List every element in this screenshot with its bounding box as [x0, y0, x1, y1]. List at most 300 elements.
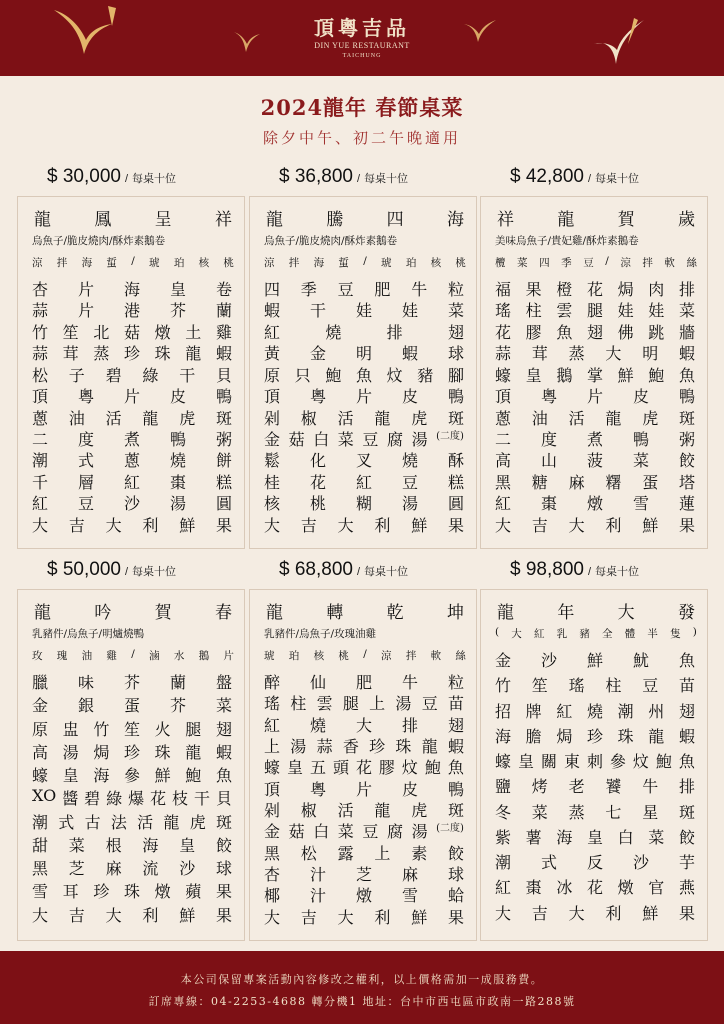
dish-char: 紅	[123, 472, 140, 492]
dish-char: 芝	[68, 859, 85, 879]
dish-char: 粥	[215, 429, 232, 449]
dish-char: 麻	[105, 859, 122, 879]
menu-name-char: 四	[386, 210, 404, 230]
dish-char: 鴨	[447, 779, 464, 799]
dish-char: 虎	[642, 408, 659, 428]
menu-name-char: 騰	[326, 210, 344, 230]
menu-name	[497, 205, 695, 230]
dish-char: 燉	[355, 886, 372, 906]
dish-char: 粥	[678, 429, 695, 449]
menu-name-char: 春	[214, 603, 232, 623]
dish-char: 大	[605, 344, 622, 364]
dish-char: 龍	[648, 726, 665, 746]
dish-char: 季	[300, 280, 317, 299]
dish-char: 雪	[401, 886, 418, 906]
menu-price	[492, 166, 718, 188]
dish-item	[495, 341, 695, 364]
appetizer-text: 軟	[430, 650, 442, 662]
dish-char: 碧	[105, 365, 122, 385]
dish-char: 魚	[556, 322, 573, 342]
dish-char: 肥	[355, 673, 372, 692]
menu-name-char: 海	[446, 210, 464, 230]
dish-char: 蝦	[678, 344, 695, 364]
dish-item	[264, 841, 464, 864]
dish-char: 椰	[264, 886, 281, 906]
dish-item	[264, 363, 464, 386]
menu-name-char: 發	[677, 603, 695, 623]
dish-char: 娃	[355, 301, 372, 321]
appetizer-text: 烏魚子/脆皮燒肉/酥炸素鵝卷	[32, 235, 166, 247]
dish-char: 糕	[447, 472, 464, 492]
menu-name-char: 大	[617, 603, 635, 623]
dish-item	[32, 427, 232, 450]
appetizer-text: 珀	[173, 257, 185, 269]
appetizer-text: 海	[81, 257, 93, 269]
appetizer-text: 體	[624, 628, 636, 640]
dish-char: 式	[540, 853, 557, 873]
dish-char: 冬	[495, 802, 512, 822]
dish-char: 蘭	[215, 301, 232, 321]
dish-char: 鮮	[411, 907, 428, 927]
dish-char: 皮	[401, 779, 418, 799]
dish-char: 海	[123, 280, 140, 299]
appetizer-text: 玫	[32, 650, 43, 662]
dish-char: 斑	[447, 801, 464, 820]
dish-char: 柱	[525, 301, 542, 321]
appetizer-line	[32, 626, 234, 641]
appetizer-text: 美味烏魚子/貴妃雞/酥炸素鵝卷	[495, 235, 639, 247]
dish-char: XO	[32, 786, 57, 806]
menu-name	[266, 205, 464, 230]
appetizer-text: 核	[198, 257, 210, 269]
dish-char: 素	[411, 843, 428, 863]
dish-char: 斑	[678, 802, 695, 822]
dish-char: 肥	[374, 280, 391, 299]
dish-item	[264, 862, 464, 885]
dish-char: 龍	[605, 408, 622, 428]
price-separator: /	[587, 173, 592, 185]
dish-item	[32, 670, 232, 693]
dish-char: 蘋	[185, 882, 202, 902]
appetizer-text: 拌	[288, 257, 300, 269]
appetizer-text: 乳豬件/烏魚子/玫瑰油雞	[264, 628, 377, 640]
dish-char: (二度)	[436, 823, 464, 835]
dish-char: 蒜	[32, 344, 49, 364]
dish-char: 瑤	[568, 676, 585, 696]
dish-char: 鮑	[648, 365, 665, 385]
dish-char: 豆	[362, 822, 379, 842]
menu-card	[17, 196, 245, 549]
dish-char: 翅	[215, 719, 232, 739]
dish-char: 蔥	[495, 408, 512, 428]
dish-char: 上	[264, 737, 281, 756]
dish-char: 果	[678, 515, 695, 535]
appetizer-text: 油	[81, 650, 93, 662]
dish-item	[32, 903, 232, 926]
dish-char: 燉	[586, 494, 603, 514]
appetizer-line	[495, 626, 697, 641]
dish-char: 松	[32, 365, 49, 385]
appetizer-line	[264, 626, 466, 641]
appetizer-text: 絲	[686, 257, 697, 269]
dish-char: 蔥	[123, 451, 140, 471]
dish-char: 反	[586, 853, 603, 873]
dish-char: 椒	[300, 801, 317, 820]
dish-char: 花	[495, 322, 512, 342]
dish-char: 仙	[309, 673, 326, 692]
price-amount: $ 36,800	[279, 166, 353, 187]
menu-name	[34, 205, 232, 230]
dish-char: 干	[194, 789, 211, 809]
dish-char: 皮	[169, 387, 186, 407]
dish-char: 利	[142, 905, 159, 925]
dish-char: 鮑	[325, 365, 342, 385]
price-per-table: 每桌十位	[595, 566, 640, 578]
dish-char: 州	[648, 701, 665, 721]
dish-char: 片	[355, 779, 372, 799]
appetizer-text: 大	[511, 628, 522, 640]
dish-char: 招	[495, 701, 512, 721]
dish-char: 花	[150, 789, 167, 809]
menu-name-char: 鳳	[94, 210, 112, 230]
dish-char: 貝	[215, 365, 232, 385]
dish-char: 蒸	[568, 344, 585, 364]
dish-item	[264, 513, 464, 536]
dish-char: 海	[556, 827, 573, 847]
menu-name-char: 轉	[326, 603, 344, 623]
dish-char: 粵	[77, 387, 94, 407]
dish-char: 金	[264, 429, 281, 449]
dish-char: 盅	[62, 719, 79, 739]
dish-char: 沙	[632, 853, 649, 873]
dish-char: 腳	[447, 365, 464, 385]
dish-char: 豆	[642, 676, 659, 696]
dish-char: 東	[563, 752, 580, 772]
dish-char: 土	[185, 322, 202, 342]
dish-char: 大	[264, 907, 281, 927]
dish-char: 火	[154, 719, 171, 739]
dish-char: 子	[68, 365, 85, 385]
dish-item	[32, 717, 232, 740]
menu-name-char: 龍	[34, 210, 51, 230]
dish-item	[264, 798, 464, 821]
menu-name-char: 年	[557, 603, 575, 623]
menu-name-char: 歲	[677, 210, 695, 230]
dish-char: 汁	[309, 886, 326, 906]
appetizer-text: 涼	[264, 257, 275, 269]
dish-char: 翅	[447, 715, 464, 735]
appetizer-text: 水	[173, 650, 185, 662]
dish-char: 蒸	[568, 802, 585, 822]
menu-name-char: 龍	[497, 603, 514, 623]
dish-char: 花	[586, 280, 603, 299]
dish-char: 福	[495, 280, 512, 299]
dish-char: 頂	[32, 387, 49, 407]
dish-char: 湯	[411, 822, 428, 842]
dish-char: 根	[105, 835, 122, 855]
menu-name-char: 賀	[617, 210, 635, 230]
appetizer-text: 乳豬件/烏魚子/明爐燒鴨	[32, 628, 145, 640]
appetizer-text: 軟	[664, 257, 675, 269]
dish-char: 雲	[316, 694, 333, 714]
menu-name	[34, 598, 232, 623]
dish-item	[495, 491, 695, 514]
dish-char: 片	[355, 387, 372, 407]
appetizer-text: 片	[223, 650, 234, 662]
dish-char: 大	[568, 515, 585, 535]
dish-char: 粵	[309, 387, 326, 407]
dish-char: 耳	[62, 882, 79, 902]
dish-char: 上	[374, 843, 391, 863]
dish-char: 白	[313, 822, 330, 842]
dish-char: 笙	[531, 676, 548, 696]
dish-char: 頂	[495, 387, 512, 407]
dish-char: 頂	[264, 779, 281, 799]
dish-char: 炆	[386, 365, 403, 385]
dish-char: 菜	[337, 822, 354, 842]
dish-char: 瑤	[264, 694, 281, 714]
price-amount: $ 50,000	[47, 559, 121, 580]
dish-char: 魚	[447, 758, 464, 778]
dish-char: 老	[568, 777, 585, 797]
dish-char: 皇	[169, 280, 186, 299]
dish-char: 利	[605, 515, 622, 535]
appetizer-text: 琥	[264, 650, 275, 662]
price-separator: /	[587, 566, 592, 578]
dish-item	[495, 699, 695, 722]
dish-item	[264, 734, 464, 757]
dish-char: 油	[68, 408, 85, 428]
dish-char: 球	[447, 865, 464, 884]
dish-char: 金	[309, 344, 326, 364]
appetizer-line	[264, 233, 466, 248]
price-per-table: 每桌十位	[364, 566, 409, 578]
dish-char: 流	[142, 859, 159, 879]
dish-item	[495, 800, 695, 823]
dish-char: 豆	[77, 494, 94, 514]
dish-char: 翅	[447, 322, 464, 342]
dish-char: (二度)	[436, 430, 464, 442]
dish-char: 五	[309, 758, 326, 778]
dish-char: 鵝	[556, 365, 573, 385]
menu-card	[249, 589, 477, 941]
dish-char: 娃	[401, 301, 418, 321]
appetizer-text: 滷	[149, 650, 160, 662]
dish-char: 茸	[62, 344, 79, 364]
dish-char: 蝦	[678, 726, 695, 746]
appetizer-text: 豬	[579, 628, 590, 640]
dish-char: 大	[105, 905, 122, 925]
dish-item	[495, 298, 695, 321]
dish-char: 蒜	[316, 737, 333, 756]
menu-name	[266, 598, 464, 623]
dish-char: 麻	[401, 865, 418, 884]
price-per-table: 每桌十位	[364, 173, 409, 185]
dish-char: 菇	[123, 322, 140, 342]
dish-char: 烤	[531, 777, 548, 797]
dish-char: 珠	[123, 882, 140, 902]
appetizer-text: 珀	[288, 650, 300, 662]
dish-char: 活	[105, 408, 122, 428]
dish-char: 白	[617, 827, 634, 847]
dish-char: 菜	[678, 301, 695, 321]
dish-char: 二	[32, 429, 49, 449]
menu-name-char: 龍	[34, 603, 51, 623]
price-amount: $ 42,800	[510, 166, 584, 187]
dish-char: 茸	[531, 344, 548, 364]
page-subtitle: 除夕中午、初二午晚適用	[262, 129, 461, 147]
dish-char: 紫	[495, 827, 512, 847]
appetizer-text: 核	[313, 650, 325, 662]
dish-char: 潮	[32, 451, 49, 471]
dish-char: 牛	[642, 777, 659, 797]
dish-char: 糕	[215, 472, 232, 492]
dish-item	[264, 448, 464, 471]
dish-char: 竹	[495, 676, 512, 696]
dish-char: 鮮	[179, 515, 196, 535]
menu-name-char: 乾	[386, 603, 404, 623]
dish-char: 明	[355, 344, 372, 364]
dish-char: 花	[309, 472, 326, 492]
appetizer-text: 菜	[517, 257, 528, 269]
dish-char: 卷	[215, 280, 232, 299]
dish-char: 塔	[678, 472, 695, 492]
dish-char: 頭	[332, 758, 349, 778]
appetizer-text: 隻	[670, 628, 681, 640]
dish-char: 味	[77, 673, 94, 692]
dish-char: 蘭	[169, 673, 186, 692]
dish-char: 參	[609, 752, 626, 772]
dish-char: 花	[586, 878, 603, 898]
dish-char: 大	[355, 715, 372, 735]
menu-name-char: 坤	[446, 603, 464, 623]
menu-card	[480, 589, 708, 941]
dish-char: 鮮	[411, 515, 428, 535]
dish-char: 鮑	[185, 766, 202, 786]
dish-char: 炆	[632, 752, 649, 772]
dish-char: 腿	[342, 694, 359, 714]
appetizer-text: /	[131, 648, 135, 660]
dish-char: 菜	[531, 802, 548, 822]
dish-char: 娃	[648, 301, 665, 321]
dish-char: 珍	[93, 882, 110, 902]
price-per-table: 每桌十位	[595, 173, 640, 185]
dish-char: 金	[264, 822, 281, 842]
dish-char: 粵	[309, 779, 326, 799]
dish-item	[264, 905, 464, 928]
dish-char: 焗	[556, 726, 573, 746]
dish-char: 掌	[586, 365, 603, 385]
appetizer-text: 海	[313, 257, 325, 269]
dish-item	[264, 341, 464, 364]
dish-char: 斑	[215, 812, 232, 832]
dish-char: 麻	[568, 472, 585, 492]
dish-char: 燒	[169, 451, 186, 471]
dish-char: 原	[32, 719, 49, 739]
price-amount: $ 98,800	[510, 559, 584, 580]
dish-char: 金	[32, 696, 49, 716]
dish-char: 湯	[169, 494, 186, 514]
dish-char: 醉	[264, 673, 281, 692]
dish-char: 虎	[179, 408, 196, 428]
dish-char: 叉	[355, 451, 372, 471]
dish-char: 龍	[374, 408, 391, 428]
dish-char: 球	[215, 859, 232, 879]
dish-char: 潮	[617, 701, 634, 721]
dish-item	[264, 384, 464, 407]
dish-char: 龍	[185, 742, 202, 762]
dish-char: 焗	[617, 280, 634, 299]
dish-char: 紅	[355, 472, 372, 492]
dish-char: 燉	[154, 882, 171, 902]
dish-char: 皇	[286, 758, 303, 778]
dish-char: 湯	[62, 742, 79, 762]
dish-char: 片	[586, 387, 603, 407]
appetizer-text: 琥	[149, 257, 160, 269]
appetizer-text: /	[605, 255, 609, 267]
menu-name-char: 祥	[214, 210, 232, 230]
dish-char: 古	[84, 812, 101, 832]
dish-char: 汁	[309, 865, 326, 884]
dish-char: 鮮	[642, 903, 659, 923]
appetizer-text: 半	[647, 628, 658, 640]
dish-char: 桃	[309, 494, 326, 514]
page-title: 2024龍年 春節桌菜	[260, 95, 464, 120]
dish-char: 菜	[215, 696, 232, 716]
dish-char: 柱	[290, 694, 307, 714]
dish-char: 鹽	[495, 777, 512, 797]
dish-item	[264, 406, 464, 429]
menu-price	[492, 559, 718, 581]
dish-item	[264, 320, 464, 343]
dish-char: 餅	[215, 451, 232, 471]
dish-item	[495, 850, 695, 873]
dish-char: 利	[374, 515, 391, 535]
appetizer-line	[32, 648, 234, 663]
menu-card	[480, 196, 708, 549]
appetizer-text: 雞	[106, 650, 117, 662]
dish-char: 斑	[215, 408, 232, 428]
dish-char: 鴨	[169, 429, 186, 449]
dish-char: 港	[123, 301, 140, 321]
appetizer-line	[32, 233, 234, 248]
dish-char: 大	[32, 905, 49, 925]
dish-char: 紅	[264, 715, 281, 735]
appetizer-text: 涼	[32, 257, 43, 269]
dish-char: 銀	[77, 696, 94, 716]
dish-char: 椒	[300, 408, 317, 428]
restaurant-name-en: DIN YUE RESTAURANT	[314, 41, 410, 50]
dish-char: 雪	[32, 882, 49, 902]
dish-char: 冰	[556, 878, 573, 898]
dish-char: 餃	[447, 843, 464, 863]
dish-char: 芝	[355, 865, 372, 884]
dish-item	[32, 384, 232, 407]
dish-char: 蒜	[32, 301, 49, 321]
dish-char: 鴨	[215, 387, 232, 407]
dish-char: 星	[642, 802, 659, 822]
dish-char: 排	[678, 777, 695, 797]
dish-char: 活	[337, 801, 354, 820]
dish-item	[32, 693, 232, 716]
appetizer-text: 紅	[533, 628, 545, 640]
dish-char: 雞	[215, 322, 232, 342]
dish-char: 肉	[648, 280, 665, 299]
appetizer-text: 欖	[495, 257, 506, 269]
dish-char: 大	[264, 515, 281, 535]
dish-char: 片	[123, 387, 140, 407]
dish-char: 棗	[540, 494, 557, 514]
